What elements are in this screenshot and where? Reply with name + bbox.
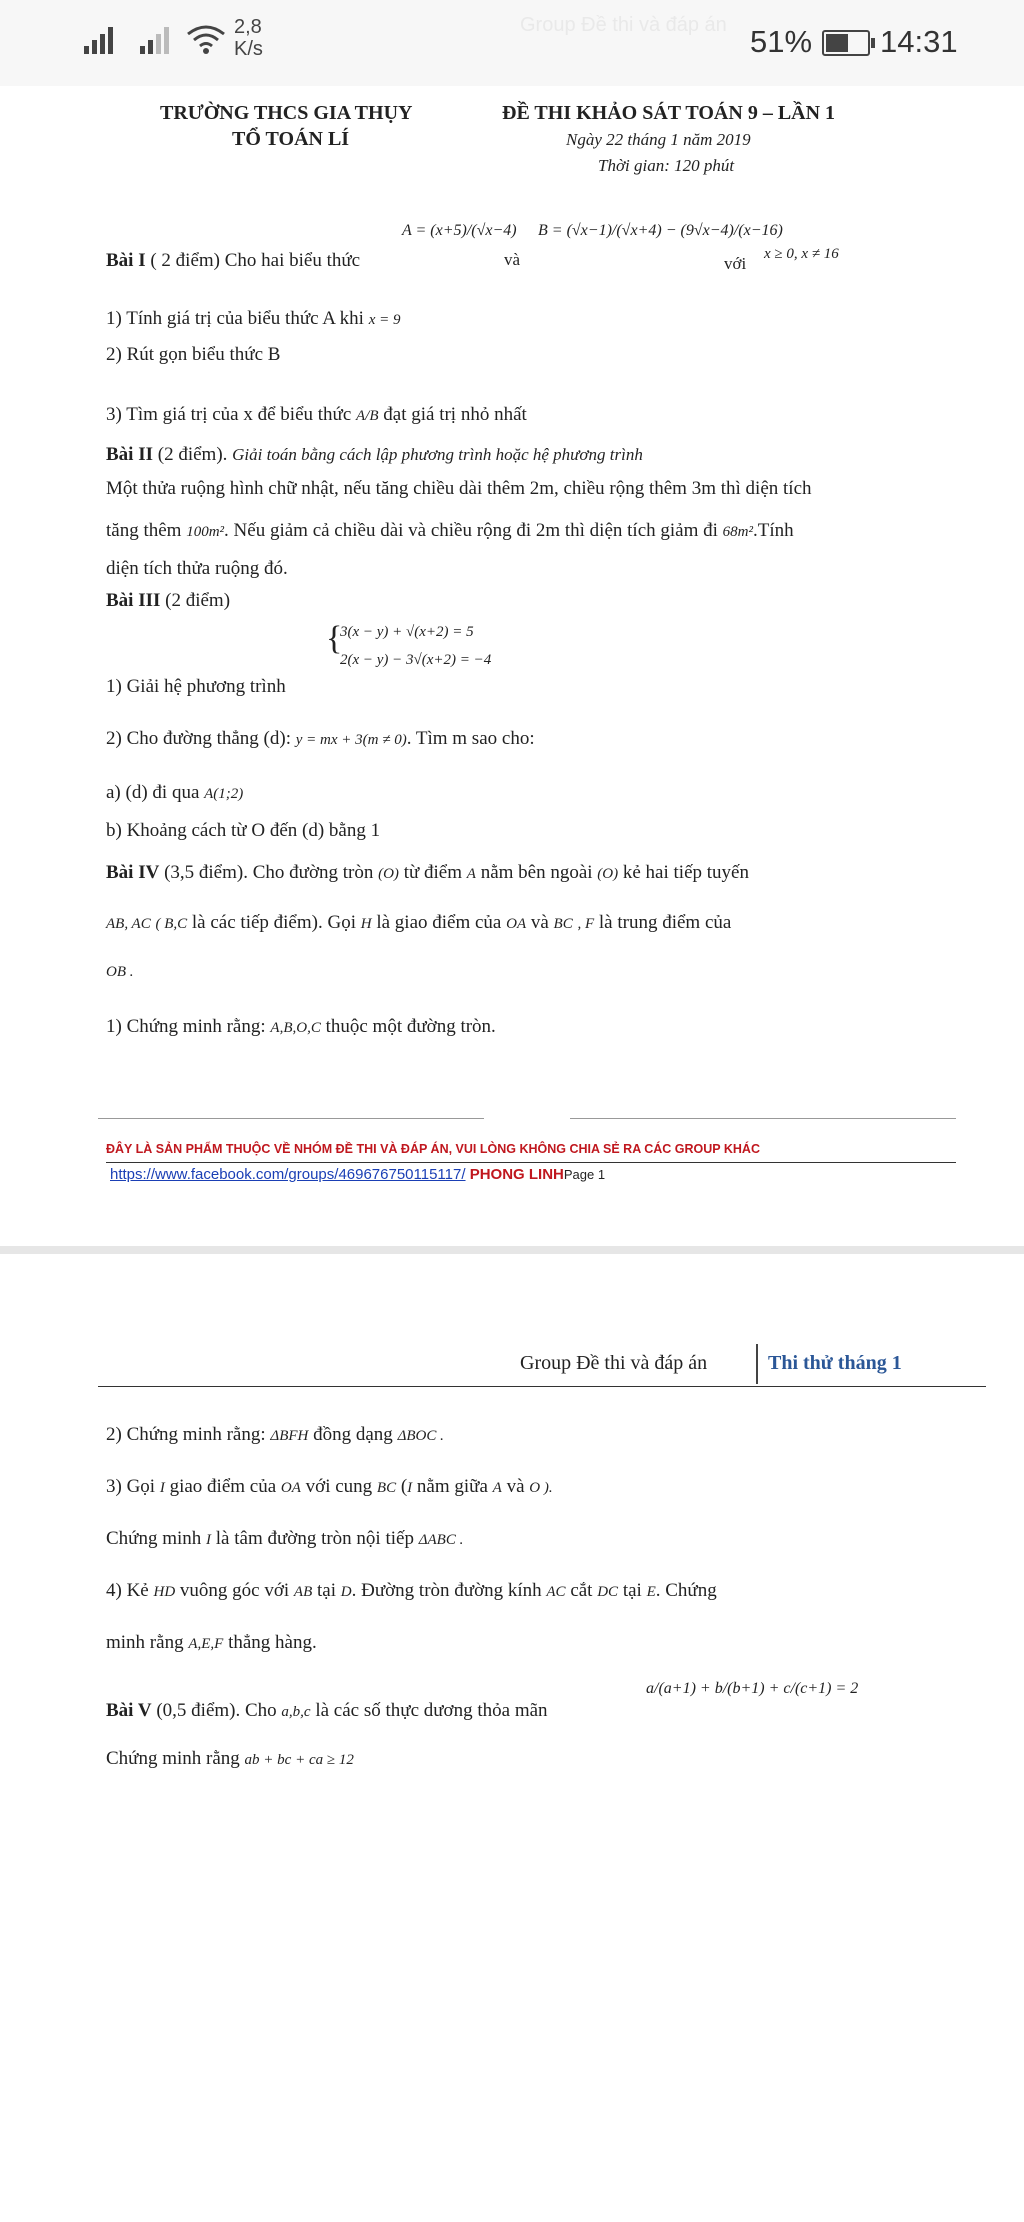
- bai4-text-b: từ điểm: [403, 862, 463, 883]
- point-a-2: A: [492, 1480, 502, 1496]
- footer-page-number: Page 1: [563, 1167, 606, 1182]
- bai2-value-1: 100m²: [186, 524, 225, 540]
- tangent-points: ( B,C: [155, 916, 188, 932]
- page-gap: [0, 1246, 1024, 1254]
- bai5-text-b: là các số thực dương thỏa mãn: [315, 1700, 548, 1721]
- bai4-text-f: là giao điểm của: [376, 912, 502, 933]
- exam-date: Ngày 22 tháng 1 năm 2019: [566, 130, 751, 149]
- segment-bc: BC: [553, 916, 573, 932]
- bai1-text: ( 2 điểm) Cho hai biểu thức: [150, 250, 361, 271]
- q4-3-text-h: là tâm đường tròn nội tiếp: [215, 1528, 414, 1549]
- battery-percent: 51%: [750, 24, 813, 59]
- signal-icon: [84, 22, 122, 56]
- exam-duration: Thời gian: 120 phút: [598, 156, 735, 175]
- q4-3-text-g: Chứng minh: [106, 1528, 202, 1549]
- point-h: H: [360, 916, 372, 932]
- q4-4-text-c: tại: [317, 1580, 336, 1601]
- condition: x ≥ 0, x ≠ 16: [764, 246, 839, 262]
- footer-line: [110, 1166, 605, 1183]
- q4-3-text-b: giao điểm của: [169, 1476, 277, 1497]
- q4-3-prove: [106, 1528, 463, 1550]
- bai4-text-c: nằm bên ngoài: [480, 862, 593, 883]
- q3-a: [106, 782, 243, 804]
- page2-header-left: Group Đề thi và đáp án: [520, 1352, 708, 1374]
- q1-3: [106, 404, 527, 426]
- bai4-text-g: là trung điểm của: [598, 912, 732, 933]
- segment-dc: DC: [597, 1584, 619, 1600]
- system-eq-1: 3(x − y) + √(x+2) = 5: [340, 624, 474, 640]
- document-page-2: [0, 1254, 1024, 2222]
- triangle-boc: ΔBOC .: [397, 1428, 444, 1444]
- q3-2-equation: y = mx + 3(m ≠ 0): [295, 732, 407, 748]
- q4-4-text-d: . Đường tròn đường kính: [351, 1580, 542, 1601]
- network-speed: [234, 16, 263, 60]
- bai2-label: Bài II: [106, 444, 153, 465]
- speed-unit: K/s: [234, 38, 263, 60]
- bai1-intro: [106, 250, 360, 272]
- q4-4-text-e: cắt: [570, 1580, 593, 1601]
- bai2-points: (2 điểm).: [157, 444, 228, 465]
- q4-2-similar: đồng dạng: [313, 1424, 393, 1445]
- document-page-1: [0, 86, 1024, 1246]
- q4-1: [106, 1016, 496, 1038]
- point-i-2: I: [407, 1480, 413, 1496]
- segment-oa: OA: [506, 916, 527, 932]
- point-f: , F: [577, 916, 595, 932]
- q1-3-text: 3) Tìm giá trị của x để biểu thức: [106, 404, 352, 425]
- bai3-points: (2 điểm): [165, 590, 231, 611]
- bai4-text-e: là các tiếp điểm). Gọi: [191, 912, 356, 933]
- q1-1: [106, 308, 401, 330]
- page2-header-rule: [98, 1386, 986, 1387]
- q1-3-fraction: A/B: [356, 408, 379, 424]
- q4-2-text: 2) Chứng minh rằng:: [106, 1424, 266, 1445]
- triangle-abc: ΔABC .: [418, 1532, 464, 1548]
- point-i-3: I: [206, 1532, 212, 1548]
- clock: 14:31: [880, 24, 958, 59]
- status-bar: [0, 0, 1024, 86]
- word-and: và: [504, 250, 521, 269]
- q4-4: [106, 1580, 717, 1602]
- bai2-text-c: .Tính: [753, 520, 794, 541]
- system-eq-2: 2(x − y) − 3√(x+2) = −4: [340, 652, 492, 668]
- bai4-label: Bài IV: [106, 862, 160, 883]
- segment-hd: HD: [153, 1584, 176, 1600]
- q4-3-text-f: và: [506, 1476, 525, 1497]
- q3-2-text: 2) Cho đường thẳng (d):: [106, 728, 291, 749]
- q3-b: b) Khoảng cách từ O đến (d) bằng 1: [106, 820, 381, 841]
- bai5-inequality: ab + bc + ca ≥ 12: [244, 1752, 354, 1768]
- word-with: với: [724, 254, 747, 273]
- segment-ob: OB .: [106, 964, 134, 980]
- bai5-equation: a/(a+1) + b/(b+1) + c/(c+1) = 2: [646, 1680, 859, 1697]
- q4-4-text-a: 4) Kẻ: [106, 1580, 149, 1601]
- bai2-text-b: . Nếu giảm cả chiều dài và chiều rộng đi 2m thì diện tích giảm đi: [224, 520, 718, 541]
- segment-ac: AC: [546, 1584, 566, 1600]
- bai2-line-1: Một thửa ruộng hình chữ nhật, nếu tăng chiều dài thêm 2m, chiều rộng thêm 3m thì diện tích: [106, 478, 812, 499]
- q4-1-points: A,B,O,C: [270, 1020, 321, 1036]
- bai2-line-2: [106, 520, 794, 542]
- q4-3-text-a: 3) Gọi: [106, 1476, 156, 1497]
- bai4-text-d: kẻ hai tiếp tuyến: [622, 862, 749, 883]
- bai5-text-a: (0,5 điểm). Cho: [156, 1700, 277, 1721]
- bai2-heading: [106, 444, 643, 466]
- point-a: A: [466, 866, 476, 882]
- q4-1-text-end: thuộc một đường tròn.: [325, 1016, 496, 1037]
- q4-3: [106, 1476, 553, 1498]
- q4-1-text: 1) Chứng minh rằng:: [106, 1016, 266, 1037]
- header-separator: [756, 1344, 758, 1384]
- bai3-label: Bài III: [106, 590, 161, 611]
- q4-3-text-e: nằm giữa: [416, 1476, 488, 1497]
- q3-1: 1) Giải hệ phương trình: [106, 676, 286, 697]
- q1-1-value: x = 9: [368, 312, 401, 328]
- q4-4-text-f: tại: [622, 1580, 642, 1601]
- triangle-bfh: ΔBFH: [270, 1428, 309, 1444]
- bai5-label: Bài V: [106, 1700, 152, 1721]
- q3-a-point: A(1;2): [204, 786, 244, 802]
- tangents: AB, AC: [106, 916, 151, 932]
- arc-bc: BC: [376, 1480, 397, 1496]
- bai2-text-a: tăng thêm: [106, 520, 182, 541]
- school-name: TRƯỜNG THCS GIA THỤY: [160, 102, 413, 124]
- q3-a-text: a) (d) đi qua: [106, 782, 200, 803]
- exam-title: ĐỀ THI KHẢO SÁT TOÁN 9 – LẦN 1: [502, 102, 836, 124]
- department: TỔ TOÁN LÍ: [232, 128, 350, 150]
- footer-divider-right: [570, 1118, 956, 1119]
- bai2-value-2: 68m²: [722, 524, 754, 540]
- q4-2: [106, 1424, 444, 1446]
- bai4-line-1: [106, 862, 749, 884]
- bai5-line: [106, 1700, 548, 1722]
- point-i: I: [159, 1480, 165, 1496]
- system-brace: {: [326, 620, 343, 657]
- q4-4-text-h: minh rằng: [106, 1632, 184, 1653]
- faded-header-text: Group Đề thi và đáp án: [520, 14, 727, 36]
- bai2-title: Giải toán bằng cách lập phương trình hoặc hệ phương trình: [232, 445, 643, 464]
- q3-2: [106, 728, 535, 750]
- bai5-prove: [106, 1748, 354, 1770]
- footer-divider-left: [98, 1118, 484, 1119]
- q1-2: 2) Rút gọn biểu thức B: [106, 344, 281, 365]
- point-e: E: [646, 1584, 656, 1600]
- bai5-text-c: Chứng minh rằng: [106, 1748, 240, 1769]
- circle-o: (O): [378, 866, 399, 882]
- q1-3-text-end: đạt giá trị nhỏ nhất: [383, 404, 527, 425]
- q4-3-paren: (: [400, 1476, 408, 1497]
- battery-icon: [822, 30, 870, 56]
- points-aef: A,E,F: [188, 1636, 224, 1652]
- footer-link[interactable]: https://www.facebook.com/groups/469676750115117/: [110, 1166, 466, 1183]
- circle-o-2: (O): [597, 866, 619, 882]
- q4-4-cont: [106, 1632, 317, 1654]
- bai3-heading: [106, 590, 230, 612]
- q4-4-text-b: vuông góc với: [179, 1580, 290, 1601]
- q3-2-text-end: . Tìm m sao cho:: [406, 728, 535, 749]
- segment-ab: AB: [293, 1584, 313, 1600]
- speed-value: 2,8: [234, 16, 262, 38]
- q4-3-text-c: với cung: [305, 1476, 373, 1497]
- point-o: O ).: [529, 1480, 553, 1496]
- formula-a: A = (x+5)/(√x−4): [402, 222, 517, 239]
- bai1-label: Bài I: [106, 250, 146, 271]
- signal-icon-2: [140, 22, 178, 56]
- word-and-2: và: [530, 912, 549, 933]
- segment-oa-2: OA: [280, 1480, 301, 1496]
- q4-4-text-i: thẳng hàng.: [228, 1632, 317, 1653]
- bai4-text-a: (3,5 điểm). Cho đường tròn: [164, 862, 374, 883]
- q1-1-text: 1) Tính giá trị của biểu thức A khi: [106, 308, 364, 329]
- point-d: D: [340, 1584, 352, 1600]
- formula-b: B = (√x−1)/(√x+4) − (9√x−4)/(x−16): [538, 222, 783, 239]
- bai2-line-3: diện tích thửa ruộng đó.: [106, 558, 288, 579]
- footer-rule: [106, 1162, 956, 1163]
- q4-4-text-g: . Chứng: [655, 1580, 717, 1601]
- bai4-line-2: [106, 912, 731, 934]
- wifi-icon: [186, 22, 226, 56]
- variables-abc: a,b,c: [281, 1704, 311, 1720]
- page2-header-right: Thi thử tháng 1: [768, 1352, 902, 1374]
- footer-author: PHONG LINH: [469, 1166, 564, 1183]
- footer-notice: ĐÂY LÀ SẢN PHẨM THUỘC VỀ NHÓM ĐỀ THI VÀ ĐÁP ÁN, VUI LÒNG KHÔNG CHIA SẺ RA CÁC GROUP KHÁC: [106, 1142, 760, 1156]
